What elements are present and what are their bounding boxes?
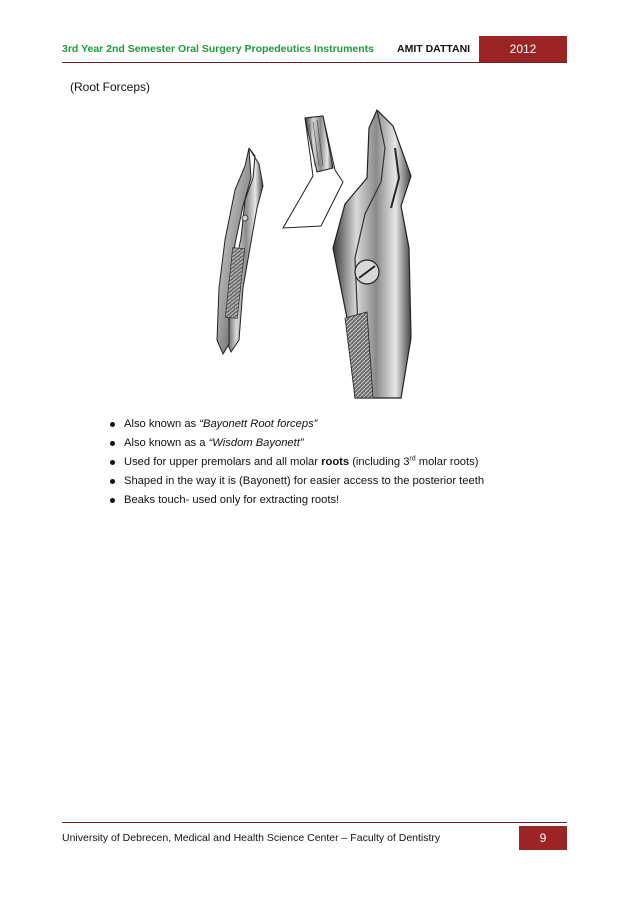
page-footer xyxy=(62,822,567,850)
page-header xyxy=(62,36,567,63)
list-item: Also known as a “Wisdom Bayonett” xyxy=(110,435,484,454)
year-badge: 2012 xyxy=(479,36,567,62)
institution-name: University of Debrecen, Medical and Health Science Center – Faculty of Dentistry xyxy=(62,832,441,844)
forceps-head-icon xyxy=(333,110,411,398)
bullet-icon xyxy=(110,460,115,465)
list-item: Used for upper premolars and all molar roots (including 3rd molar roots) xyxy=(110,454,484,473)
page-number: 9 xyxy=(519,826,567,850)
bullet-icon xyxy=(110,479,115,484)
author-name: AMIT DATTANI xyxy=(397,43,471,55)
course-title: 3rd Year 2nd Semester Oral Surgery Propedeutics Instruments xyxy=(62,43,375,55)
bullet-list xyxy=(110,416,484,511)
bullet-icon xyxy=(110,498,115,503)
list-item: Beaks touch- used only for extracting roots! xyxy=(110,492,484,511)
beak-detail-icon xyxy=(283,116,343,228)
bullet-icon xyxy=(110,441,115,446)
small-forceps-icon xyxy=(217,148,263,354)
root-forceps-illustration xyxy=(205,108,435,400)
section-title: (Root Forceps) xyxy=(70,80,151,94)
bullet-icon xyxy=(110,422,115,427)
list-item: Also known as “Bayonett Root forceps” xyxy=(110,416,484,435)
list-item: Shaped in the way it is (Bayonett) for easier access to the posterior teeth xyxy=(110,473,484,492)
